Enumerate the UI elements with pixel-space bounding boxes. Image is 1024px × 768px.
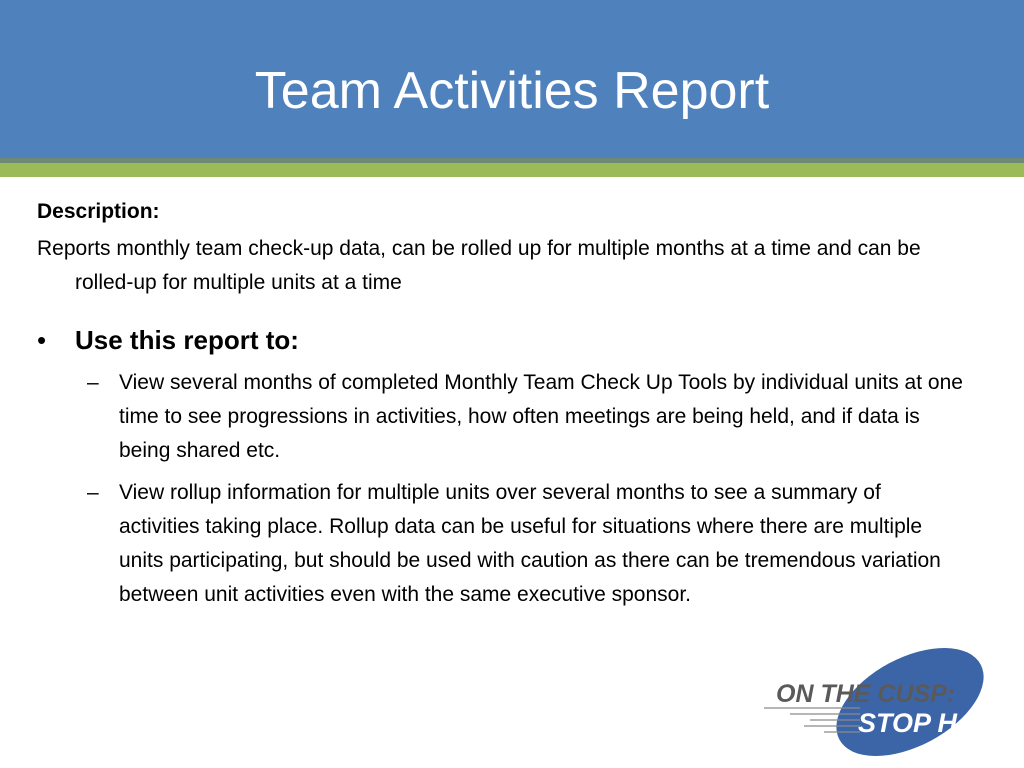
list-item-text: View rollup information for multiple units over several months to see a summary of activities taking place. Rollup data can be useful for situations where there are multiple units participating, but should be used with caution as there can be tremendous variation between unit activities even with the same executive sponsor. (119, 481, 941, 606)
list-item (37, 366, 967, 468)
list-item-text: View several months of completed Monthly Team Check Up Tools by individual units at one time to see progressions in activities, how often meetings are being held, and if data is being shared etc. (119, 371, 963, 462)
slide-title: Team Activities Report (254, 62, 770, 120)
logo-line2: STOP HAI (858, 708, 985, 738)
on-the-cusp-stop-hai-logo (760, 640, 1010, 762)
banner-accent-stripe (0, 163, 1024, 177)
list-item (37, 476, 967, 612)
bullet-icon: • (37, 325, 47, 355)
description-text: Reports monthly team check-up data, can be rolled up for multiple months at a time and can be rolled-up for multiple units at a time (37, 237, 921, 294)
logo-line1: ON THE CUSP: (776, 680, 956, 708)
dash-icon: – (87, 371, 99, 394)
slide-body (37, 196, 967, 620)
use-report-heading-text: Use this report to: (75, 325, 299, 355)
description-label: Description: (37, 200, 160, 223)
dash-icon: – (87, 481, 99, 504)
use-report-heading (37, 322, 967, 358)
